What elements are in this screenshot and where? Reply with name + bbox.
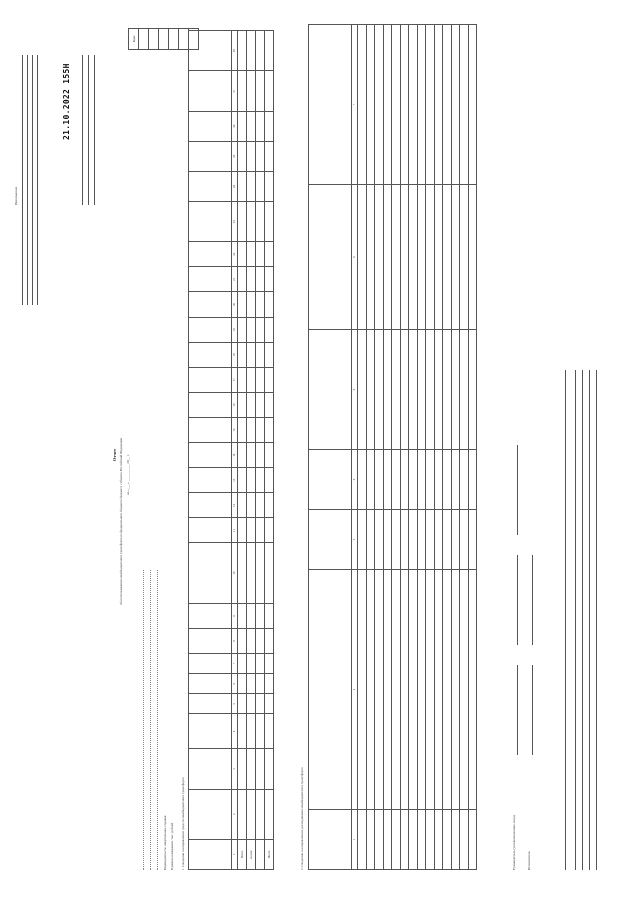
table-section-1: 1 2 3 4 5 6 7 8 9 10 11 12 13 14 15 16 17 18 19 20 21 22 23 24 25 26 27 28 Всего из них: Итого bbox=[188, 30, 274, 870]
report-subtitle: об использовании межбюджетного трансферта из федерального бюджета бюджету субъекта Российской Федерации bbox=[119, 437, 123, 605]
section-1-heading: 1. Сведения о направлении средств межбюджетного трансферта bbox=[181, 777, 185, 870]
executor-label: Исполнитель bbox=[527, 851, 531, 870]
codes-table: Коды bbox=[128, 28, 199, 50]
periodicity: Периодичность: квартальная, годовая bbox=[163, 815, 167, 870]
registration-stamp: 21.10.2022 155Н bbox=[62, 63, 71, 140]
appendix-note: Приложение bbox=[14, 186, 18, 205]
section-2-heading: 2. Сведения о направлениях расходования межбюджетного трансферта bbox=[300, 767, 304, 870]
signature-label: Руководитель (уполномоченное лицо) bbox=[512, 815, 516, 870]
unit-line: Единица измерения: тыс. рублей bbox=[170, 822, 174, 870]
report-date-line: на «___» __________ 20__ г. bbox=[126, 454, 130, 495]
table-section-2: 1 2 3 4 5 6 7 bbox=[308, 24, 477, 870]
report-title: Отчет bbox=[112, 448, 117, 462]
meta-line-3 bbox=[157, 570, 158, 870]
meta-line-1 bbox=[143, 570, 144, 870]
meta-line-2 bbox=[150, 570, 151, 870]
